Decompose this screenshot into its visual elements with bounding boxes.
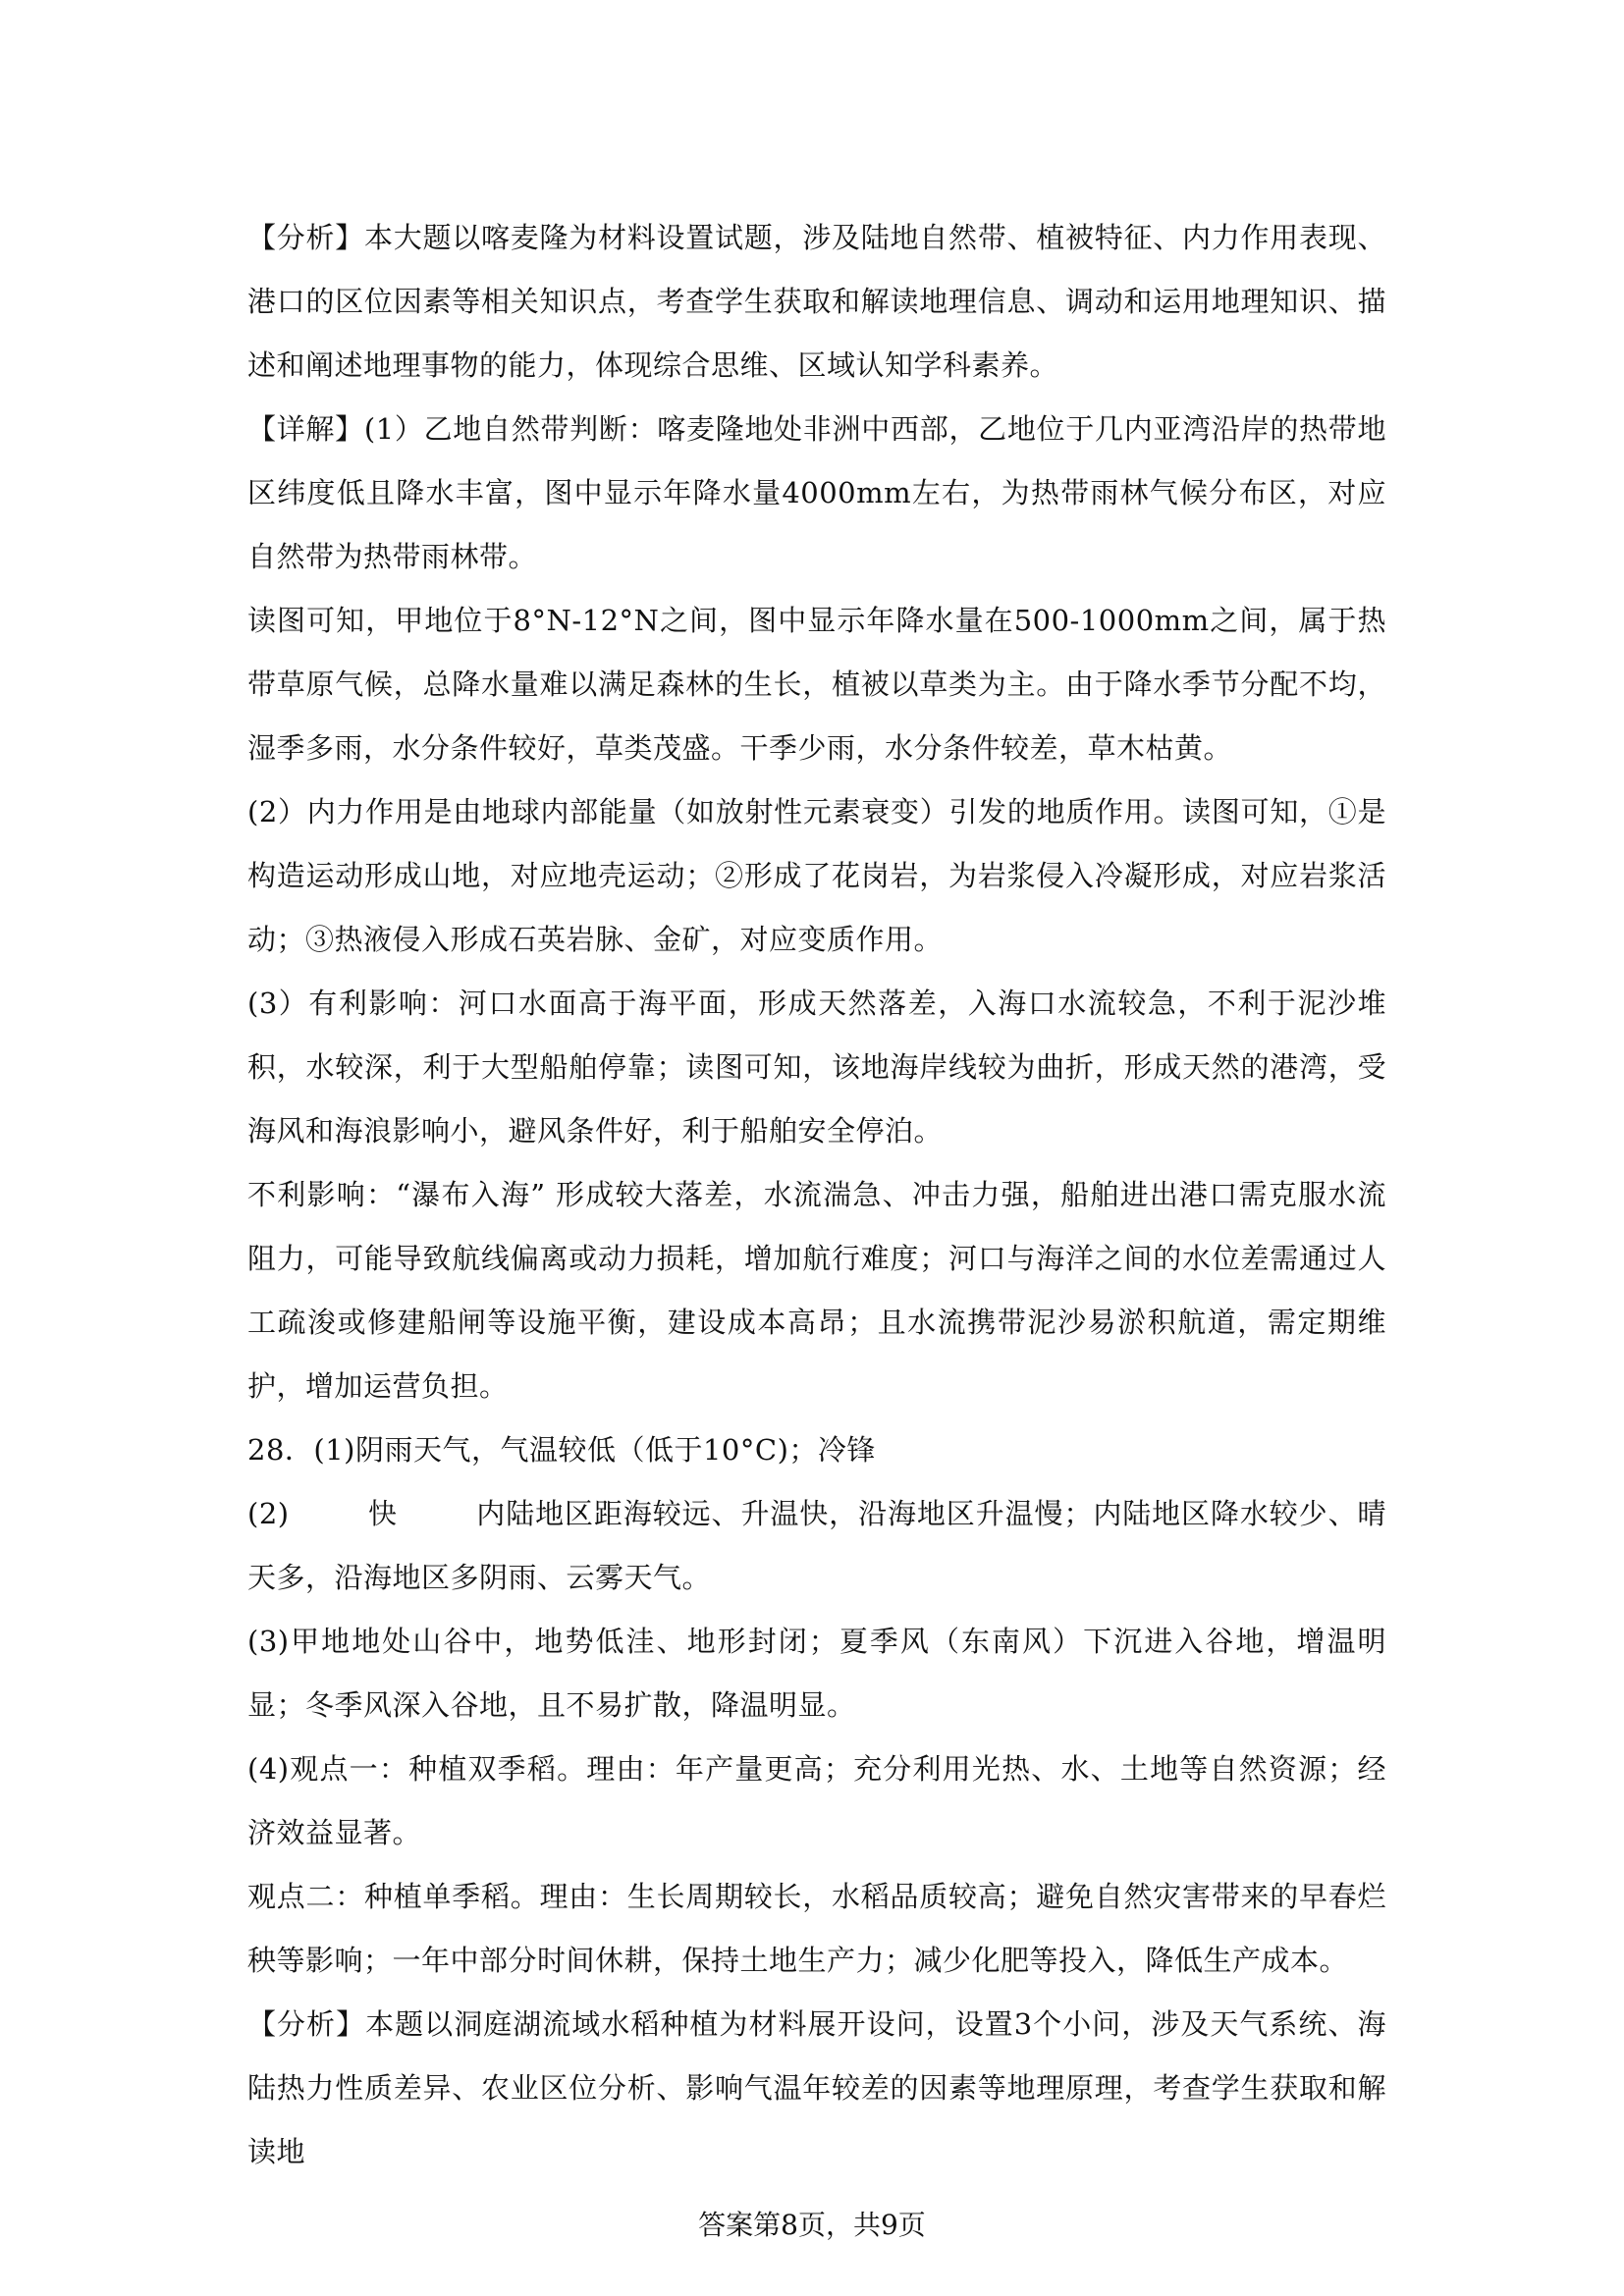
- analysis-paragraph-2: [247, 1993, 1386, 2184]
- analysis-paragraph-1: [247, 206, 1386, 398]
- detail-tag: 【详解】: [247, 412, 364, 446]
- page-footer: 答案第8页，共9页: [698, 2209, 926, 2241]
- q28-answer-3: (3)甲地地处山谷中，地势低洼、地形封闭；夏季风（东南风）下沉进入谷地，增温明显；冬季风深入谷地，且不易扩散，降温明显。: [247, 1625, 1386, 1722]
- detail-paragraph-1: [247, 398, 1386, 589]
- q28-2-short-answer: 快: [367, 1497, 398, 1530]
- q28-2-number: (2): [247, 1497, 290, 1530]
- q28-answer-2: [247, 1482, 1386, 1610]
- analysis-tag: 【分析】: [247, 221, 364, 254]
- q28-2-text: 内陆地区距海较远、升温快，沿海地区升温慢；内陆地区降水较少、晴天多，沿海地区多阴雨、云雾天气。: [247, 1497, 1386, 1594]
- question-3-unfavorable: 不利影响：“瀑布入海” 形成较大落差，水流湍急、冲击力强，船舶进出港口需克服水流阻力，可能导致航线偏离或动力损耗，增加航行难度；河口与海洋之间的水位差需通过人工疏浚或修建船闸等设施平衡，建设成本高昂；且水流携带泥沙易淤积航道，需定期维护，增加运营负担。: [247, 1178, 1386, 1403]
- question-2-explanation: (2）内力作用是由地球内部能量（如放射性元素衰变）引发的地质作用。读图可知，①是构造运动形成山地，对应地壳运动；②形成了花岗岩，为岩浆侵入冷凝形成，对应岩浆活动；③热液侵入形成石英岩脉、金矿，对应变质作用。: [247, 795, 1386, 956]
- detail-text: (1）乙地自然带判断：喀麦隆地处非洲中西部，乙地位于几内亚湾沿岸的热带地区纬度低且降水丰富，图中显示年降水量4000mm左右，为热带雨林气候分布区，对应自然带为热带雨林带。: [247, 412, 1386, 573]
- answer-content: [247, 206, 1386, 2184]
- question-3-favorable: (3）有利影响：河口水面高于海平面，形成天然落差，入海口水流较急，不利于泥沙堆积，水较深，利于大型船舶停靠；读图可知，该地海岸线较为曲折，形成天然的港湾，受海风和海浪影响小，避风条件好，利于船舶安全停泊。: [247, 987, 1386, 1148]
- q28-answer-4a: (4)观点一：种植双季稻。理由：年产量更高；充分利用光热、水、土地等自然资源；经济效益显著。: [247, 1752, 1386, 1849]
- read-map-paragraph: 读图可知，甲地位于8°N-12°N之间，图中显示年降水量在500-1000mm之间，属于热带草原气候，总降水量难以满足森林的生长，植被以草类为主。由于降水季节分配不均，湿季多雨，水分条件较好，草类茂盛。干季少雨，水分条件较差，草木枯黄。: [247, 604, 1386, 765]
- q28-answer-4b: 观点二：种植单季稻。理由：生长周期较长，水稻品质较高；避免自然灾害带来的早春烂秧等影响；一年中部分时间休耕，保持土地生产力；减少化肥等投入，降低生产成本。: [247, 1880, 1386, 1977]
- analysis-text: 本大题以喀麦隆为材料设置试题，涉及陆地自然带、植被特征、内力作用表现、港口的区位因素等相关知识点，考查学生获取和解读地理信息、调动和运用地理知识、描述和阐述地理事物的能力，体现综合思维、区域认知学科素养。: [247, 221, 1386, 382]
- analysis-tag: 【分析】: [247, 2007, 366, 2041]
- analysis-text: 本题以洞庭湖流域水稻种植为材料展开设问，设置3个小问，涉及天气系统、海陆热力性质差异、农业区位分析、影响气温年较差的因素等地理原理，考查学生获取和解读地: [247, 2007, 1386, 2168]
- q28-answer-1: 28．(1)阴雨天气，气温较低（低于10°C)；冷锋: [247, 1433, 876, 1467]
